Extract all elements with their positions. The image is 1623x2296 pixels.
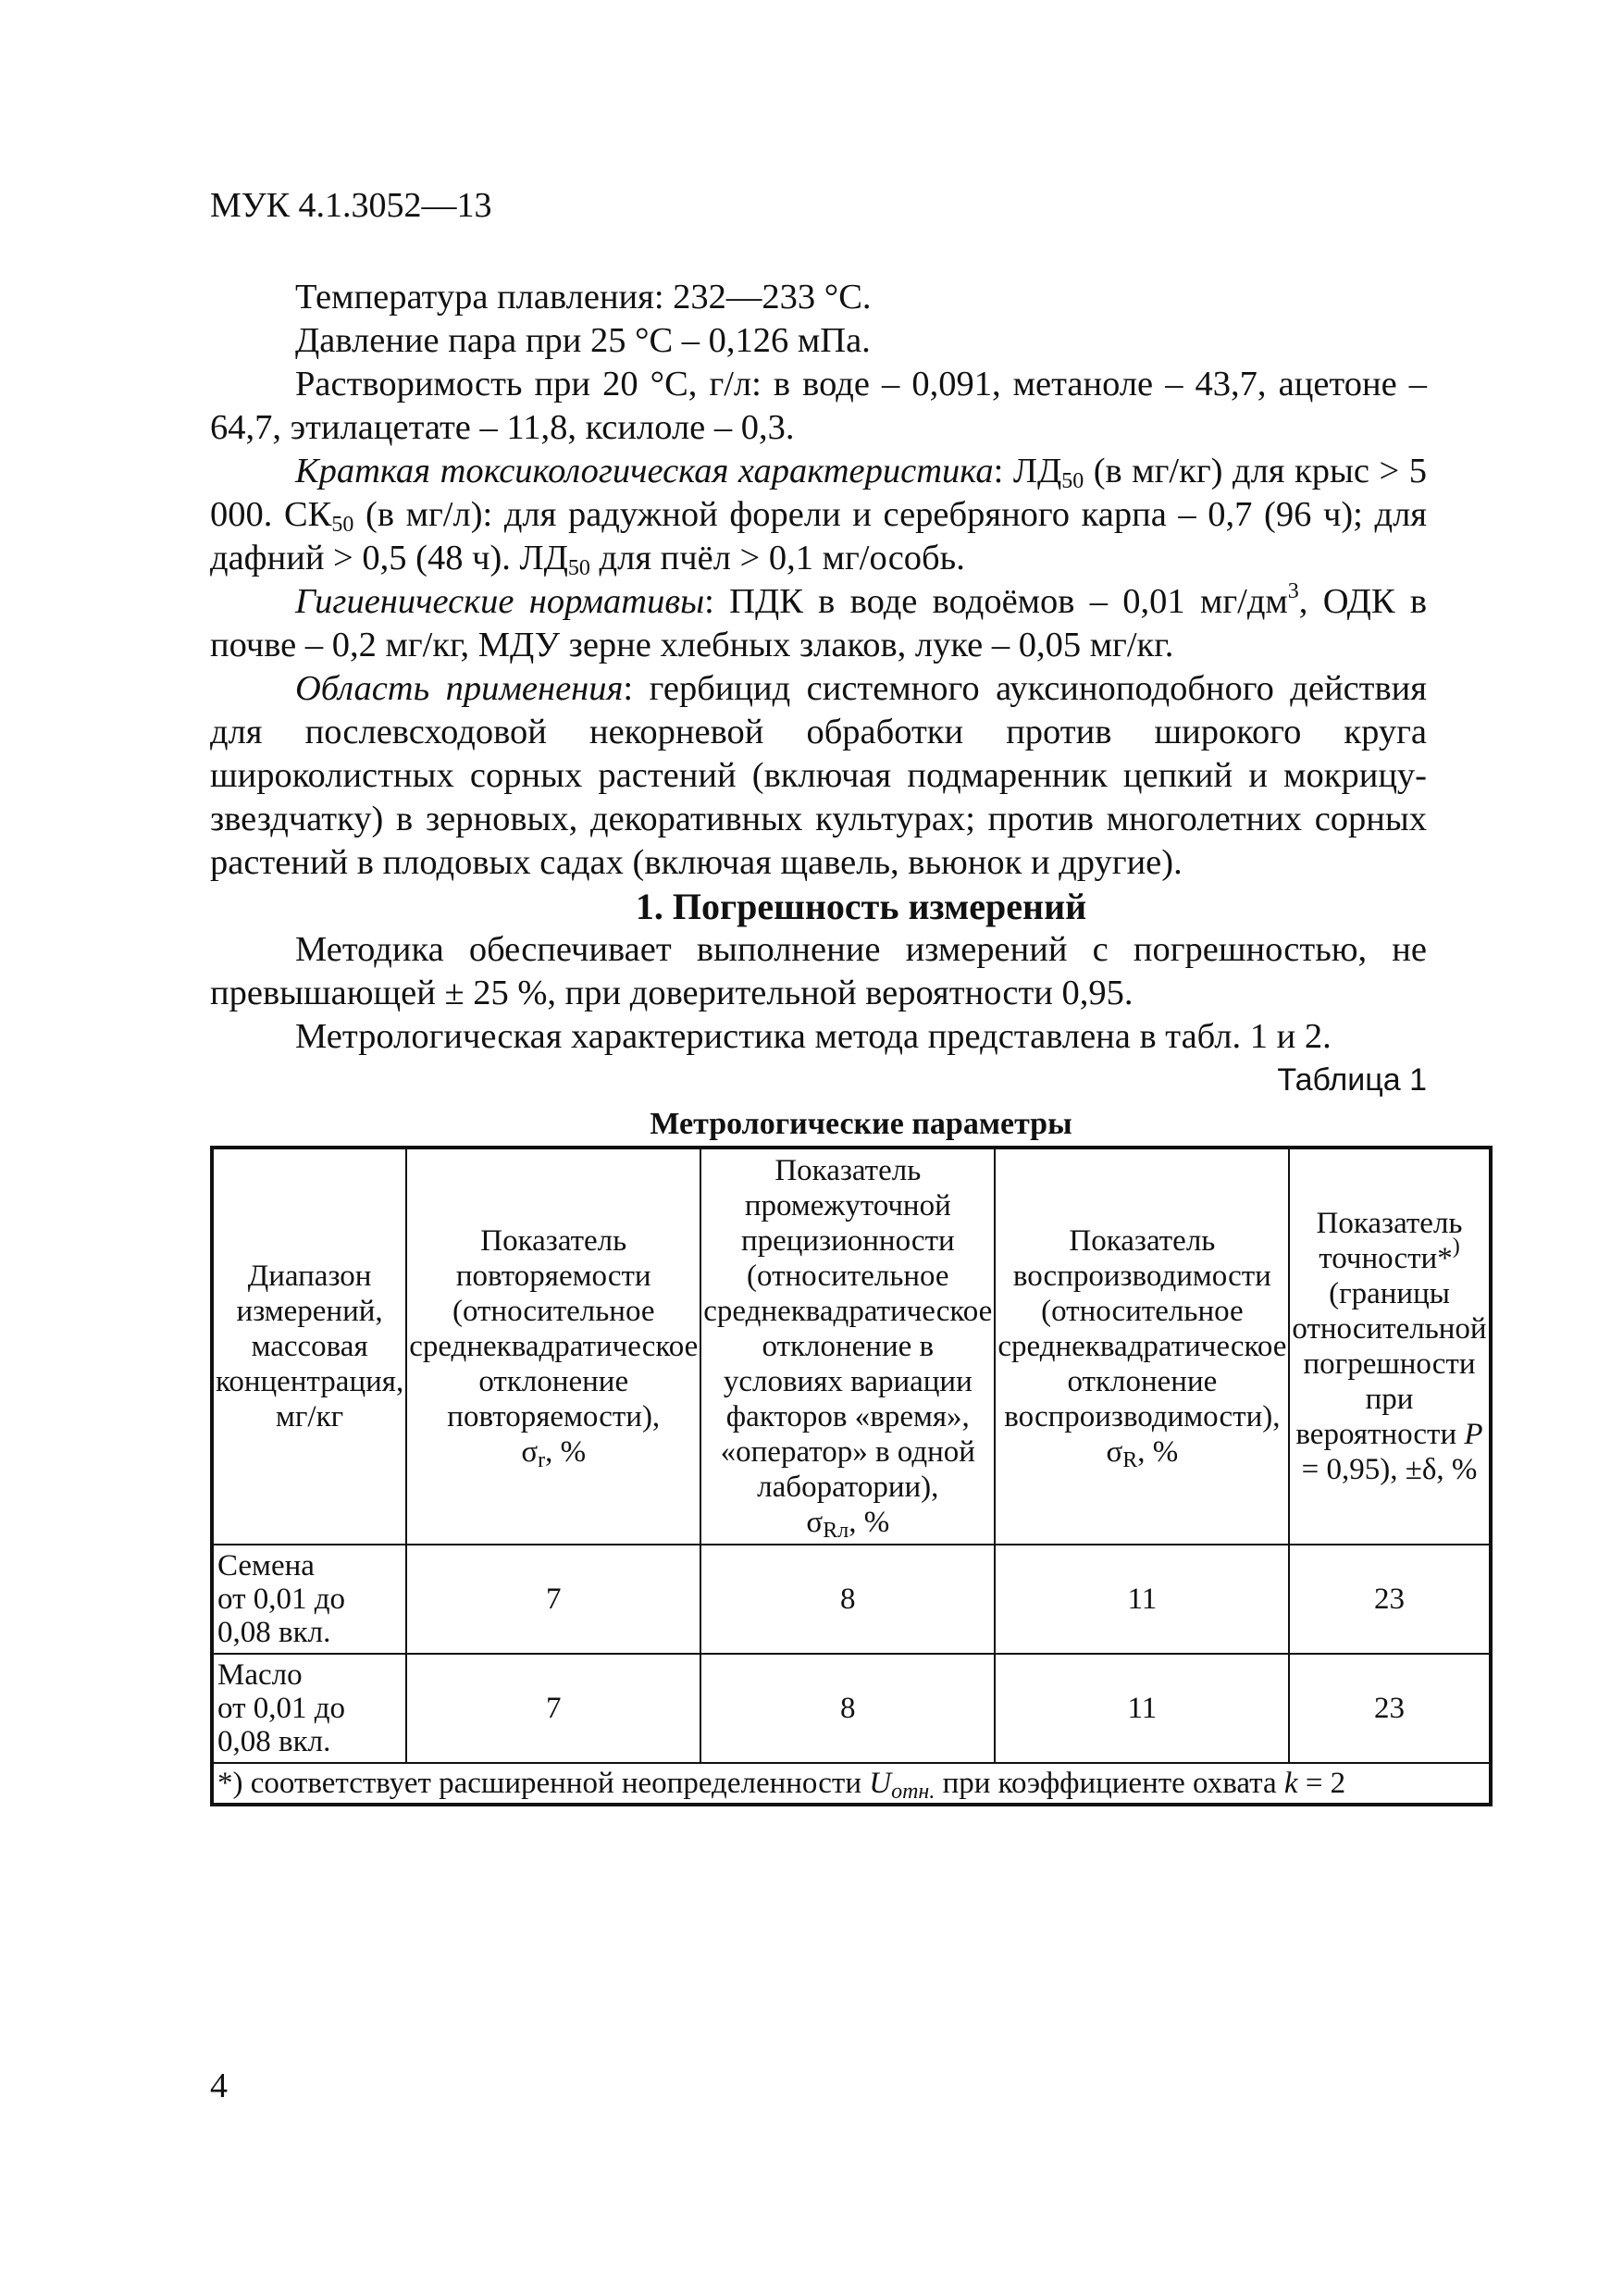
table-caption: Метрологические параметры (650, 1107, 1072, 1141)
cell-accuracy: 23 (1289, 1654, 1490, 1763)
melting-point-paragraph: Температура плавления: 232—233 °С. (295, 278, 872, 316)
header-intermediate-precision: Показатель промежуточной прецизионности (относительное среднеквадратическое отклонение в условиях вариации факторов «время», «оператор» в одной лаборатории), $\sigma_{Rл}$, % (700, 1148, 995, 1545)
accuracy-paragraph: Методика обеспечивает выполнение измерений с погрешностью, не превышающей ± 25 %, при доверительной вероятности 0,95. (210, 930, 1427, 1012)
solubility-paragraph: Растворимость при 20 °С, г/л: в воде – 0,091, метаноле – 43,7, ацетоне – 64,7, этилацетате – 11,8, ксилоле – 0,3. (210, 365, 1427, 447)
cell-intermediate-precision: 8 (700, 1545, 995, 1654)
table-header-row (212, 1148, 1491, 1545)
header-reproducibility: Показатель воспроизводимости (относительное среднеквадратическое отклонение воспроизводимости), $\sigma_R$, % (995, 1148, 1289, 1545)
header-accuracy: Показатель точности*) (границы относительной погрешности при вероятности P = 0,95), ±δ, % (1289, 1148, 1490, 1545)
page-number: 4 (210, 2066, 228, 2105)
table-footnote: *) соответствует расширенной неопределенности $U_{отн.}$ при коэффициенте охвата k = 2 (212, 1763, 1491, 1805)
header-range: Диапазон измерений, массовая концентрация, мг/кг (212, 1148, 406, 1545)
scope-label: Область применения (295, 669, 624, 708)
hygiene-paragraph: Гигиенические нормативы: ПДК в воде водоёмов – 0,01 $мг/дм^3$, ОДК в почве – 0,2 мг/кг, МДУ зерне хлебных злаков, луке – 0,05 мг/кг. (210, 579, 1427, 664)
scope-paragraph: Область применения: гербицид системного ауксиноподобного действия для послевсходовой некорневой обработки против широкого круга широколистных сорных растений (включая подмаренник цепкий и мокрицу-звездчатку) в зерновых, декоративных культурах; против многолетних сорных растений в плодовых садах (включая щавель, вьюнок и другие). (210, 669, 1427, 882)
table-row (212, 1654, 1491, 1763)
metrology-table (210, 1146, 1493, 1806)
header-repeatability: Показатель повторяемости (относительное среднеквадратическое отклонение повторяемости), $\sigma_r$, % (406, 1148, 700, 1545)
table-row (212, 1545, 1491, 1654)
cell-repeatability: 7 (406, 1545, 700, 1654)
table-number: Таблица 1 (1277, 1062, 1427, 1098)
toxicology-label: Краткая токсикологическая характеристика (295, 452, 994, 490)
row-label: Масло от 0,01 до 0,08 вкл. (212, 1654, 406, 1763)
metrology-paragraph: Метрологическая характеристика метода представлена в табл. 1 и 2. (295, 1017, 1332, 1056)
row-label: Семена от 0,01 до 0,08 вкл. (212, 1545, 406, 1654)
page-body (210, 276, 1487, 1806)
cell-repeatability: 7 (406, 1654, 700, 1763)
cell-intermediate-precision: 8 (700, 1654, 995, 1763)
cell-reproducibility: 11 (995, 1545, 1289, 1654)
table-footnote-row (212, 1763, 1491, 1805)
document-header: МУК 4.1.3052—13 (210, 186, 492, 225)
cell-reproducibility: 11 (995, 1654, 1289, 1763)
toxicology-paragraph: Краткая токсикологическая характеристика: $ЛД_{50}$ (в мг/кг) для крыс > 5 000. $СК_{50}$ (в мг/л): для радужной форели и серебряного карпа – 0,7 (96 ч); для дафний > 0,5 (48 ч). $ЛД_{50}$ для пчёл > 0,1 мг/особь. (210, 452, 1428, 580)
cell-accuracy: 23 (1289, 1545, 1490, 1654)
hygiene-label: Гигиенические нормативы (295, 582, 705, 621)
vapor-pressure-paragraph: Давление пара при 25 °С – 0,126 мПа. (295, 321, 871, 360)
section-title: 1. Погрешность измерений (635, 886, 1087, 927)
